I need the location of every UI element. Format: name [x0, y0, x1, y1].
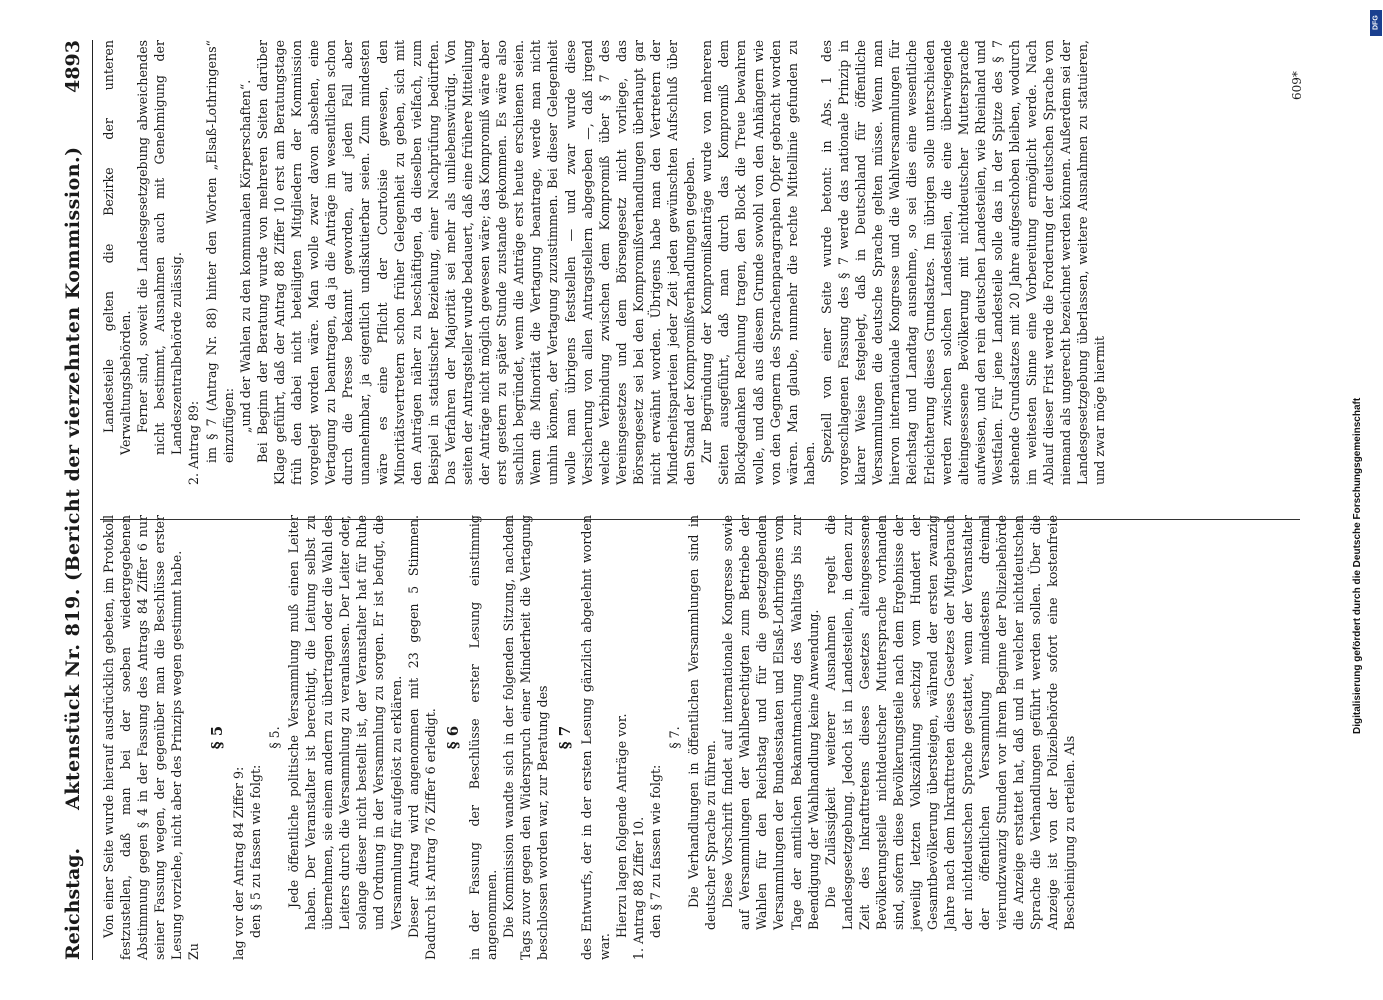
paragraph: Dieser Antrag wird angenommen mit 23 gegen 5 Stimmen. Dadurch ist Antrag 76 Ziffer 6 erledigt. [405, 515, 438, 960]
paragraph: im § 7 (Antrag Nr. 88) hinter den Worten „Elsaß-Lothringens“ einzufügen: [203, 40, 236, 463]
paragraph: den § 5 zu fassen wie folgt: [247, 764, 263, 938]
left-column [100, 515, 1078, 960]
paragraph: 1. Antrag 88 Ziffer 10. [630, 816, 646, 960]
section-heading: § 5 [207, 725, 226, 750]
paragraph: den § 7 zu fassen wie folgt: [647, 764, 663, 938]
paragraph: Die Kommission wandte sich in der folgenden Sitzung, nachdem Tags zuvor gegen den Widerspruch einer Minderheit die Vertagung beschlossen worden war, zur Beratung des [501, 515, 551, 960]
section-heading: § 7 [556, 725, 575, 750]
quote: Die Verhandlungen in öffentlichen Versammlungen sind in deutscher Sprache zu führen. [686, 515, 719, 930]
page-header [58, 40, 93, 960]
right-column [100, 40, 1109, 485]
paragraph: Von einer Seite wurde hierauf ausdrücklich gebeten, im Protokoll festzustellen, daß man bei der soeben wiedergegebenen Abstimmung gegen § 4 in der Fassung des Antrags 84 Ziffer 6 nur seiner Fassung wegen, der gegenüber man die Beschlüsse erster Lesung vorziehe, nicht aber des Prinzips wegen gestimmt habe. [101, 515, 185, 960]
paragraph: Bei Beginn der Beratung wurde von mehreren Seiten darüber Klage geführt, daß der Antrag 88 Ziffer 10 erst am Beratungstage früh den dabei nicht beteiligten Mitgliedern der Kommission vorgelegt worden wäre. Man wolle zwar davon absehen, eine Vertagung zu beantragen, da ja die Anträge im wesentlichen schon durch die Presse bekannt geworden, auf jeden Fall aber unannehmbar, ja eigentlich undiskutierbar seien. Zum mindesten wäre es eine Pflicht der Courtoisie gewesen, den Minoritätsvertretern schon früher Gelegenheit zu geben, sich mit den Anträgen näher zu beschäftigen, da dieselben vielfach, zum Beispiel in statistischer Beziehung, einer Nachprüfung bedürften. Das Verfahren der Majorität sei mehr als unliebenswürdig. Von seiten der Antragsteller wurde bedauert, daß eine frühere Mitteilung der Anträge nicht möglich gewesen wäre; das Kompromiß wäre aber erst gestern zu später Stunde zustande gekommen. Es wäre also sachlich begründet, wenn die Anträge erst heute erschienen seien. Wenn die Minorität die Vertagung beantrage, werde man nicht umhin können, der Vertagung zuzustimmen. Bei dieser Gelegenheit wolle man übrigens feststellen — und zwar wurde diese Versicherung von allen Antragstellern abgegeben —, daß irgend welche Verbindung zwischen dem Kompromiß über § 7 des Vereinsgesetzes und dem Börsengesetz nicht vorliege, das Börsengesetz sei bei den Kompromißverhandlungen überhaupt gar nicht erwähnt worden. Übrigens habe man den Vertretern der Minderheitsparteien jeder Zeit jeden gewünschten Aufschluß über den Stand der Kompromißverhandlungen gegeben. [254, 40, 698, 485]
paragraph: in der Fassung der Beschlüsse erster Lesung einstimmig angenommen. [466, 515, 499, 960]
paragraph: lag vor der Antrag 84 Ziffer 9: [230, 766, 246, 960]
digitization-note [1352, 14, 1372, 734]
signature-mark: 609* [1290, 71, 1304, 100]
quote: Diese Vorschrift findet auf internationale Kongresse sowie auf Versammlungen der Wahlberechtigten zum Betriebe der Wahlen für den Reichstag und für die gesetzgebenden Versammlungen der Bundesstaaten und Elsaß-Lothringens vom Tage der amtlichen Bekanntmachung des Wahltags bis zur Beendigung der Wahlhandlung keine Anwendung. [720, 515, 821, 930]
dfg-logo: DFG [1370, 10, 1382, 36]
sub-heading: § 7. [666, 726, 682, 749]
header-title: Aktenstück Nr. 819. (Bericht der vierzehnten Kommission.) [62, 146, 84, 810]
page-number: 4893 [62, 40, 84, 93]
digitization-text: Digitalisierung gefördert durch die Deutsche Forschungsgemeinschaft [1352, 397, 1363, 734]
paragraph: Zu [186, 943, 202, 960]
paragraph: des Entwurfs, der in der ersten Lesung gänzlich abgelehnt worden war. [579, 515, 612, 960]
quote: Die Zulässigkeit weiterer Ausnahmen regelt die Landesgesetzgebung. Jedoch ist in Landesteilen, in denen zur Zeit des Inkrafttretens dieses Gesetzes alteingesessene Bevölkerungsteile nichtdeutscher Muttersprache vorhanden sind, sofern diese Bevölkerungsteile nach dem Ergebnisse der jeweilig letzten Volkszählung sechzig vom Hundert der Gesamtbevölkerung übersteigen, während der ersten zwanzig Jahre nach dem Inkrafttreten dieses Gesetzes der Mitgebrauch der nichtdeutschen Sprache gestattet, wenn der Veranstalter der öffentlichen Versammlung mindestens dreimal vierundzwanzig Stunden vor ihrem Beginne der Polizeibehörde die Anzeige erstattet hat, daß und in welcher nichtdeutschen Sprache die Verhandlungen geführt werden sollen. Über die Anzeige ist von der Polizeibehörde sofort eine kostenfreie Bescheinigung zu erteilen. Als [822, 515, 1078, 930]
section-heading: § 6 [443, 725, 462, 750]
column-divider [100, 519, 1300, 520]
quote: „und der Wahlen zu den kommunalen Körperschaften“. [237, 79, 253, 433]
quote: Ferner sind, soweit die Landesgesetzgebung abweichendes nicht bestimmt, Ausnahmen auch mit Genehmigung der Landeszentralbehörde zulässig. [135, 40, 185, 455]
quote: Jede öffentliche politische Versammlung muß einen Leiter haben. Der Veranstalter ist berechtigt, die Leitung selbst zu übernehmen, sie einem andern zu übertragen oder die Wahl des Leiters durch die Versammlung zu veranlassen. Der Leiter oder, solange dieser nicht bestellt ist, der Veranstalter hat für Ruhe und Ordnung in der Versammlung zu sorgen. Er ist befugt, die Versammlung für aufgelöst zu erklären. [285, 515, 404, 930]
paragraph: Hierzu lagen folgende Anträge vor. [613, 713, 629, 938]
paragraph: Speziell von einer Seite wurde betont: in Abs. 1 des vorgeschlagenen Fassung des § 7 werde das nationale Prinzip in klarer Weise festgelegt, daß in Deutschland für öffentliche Versammlungen die deutsche Sprache gelten müsse. Wenn man hiervon internationale Kongresse und die Wahlversammlungen für Reichstag und Landtag ausnehme, so sei dies eine wesentliche Erleichterung dieses Grundsatzes. Im übrigen solle unterschieden werden zwischen solchen Landesteilen, die eine überwiegende alteingesessene Bevölkerung mit nichtdeutscher Muttersprache aufweisen, und den rein deutschen Landesteilen, wie Rheinland und Westfalen. Für jene Landesteile solle das in der Spitze des § 7 stehende Grundsatzes mit 20 Jahre aufgeschoben bleiben, wodurch im weitesten Sinne eine Vorbereitung ermöglicht werde. Nach Ablauf dieser Frist werde die Forderung der deutschen Sprache von niemand als ungerecht bezeichnet werden können. Außerdem sei der Landesgesetzgebung überlassen, weitere Ausnahmen zu statuieren, und zwar möge hiermit [818, 40, 1108, 485]
paragraph: Zur Begründung der Kompromißanträge wurde von mehreren Seiten ausgeführt, daß man durch das Kompromiß dem Blockgedanken Rechnung tragen, den Block die Treue bewahren wolle, und daß aus diesem Grunde sowohl von den Anhängern wie von den Gegnern des Sprachenparagraphen Opfer gebracht worden wären. Man glaube, nunmehr die rechte Mittellinie gefunden zu haben. [699, 40, 817, 485]
paragraph: 2. Antrag 89: [186, 400, 202, 485]
quote: Landesteile gelten die Bezirke der unteren Verwaltungsbehörden. [101, 40, 134, 455]
header-left: Reichstag. [62, 847, 84, 960]
sub-heading: § 5. [266, 726, 282, 749]
